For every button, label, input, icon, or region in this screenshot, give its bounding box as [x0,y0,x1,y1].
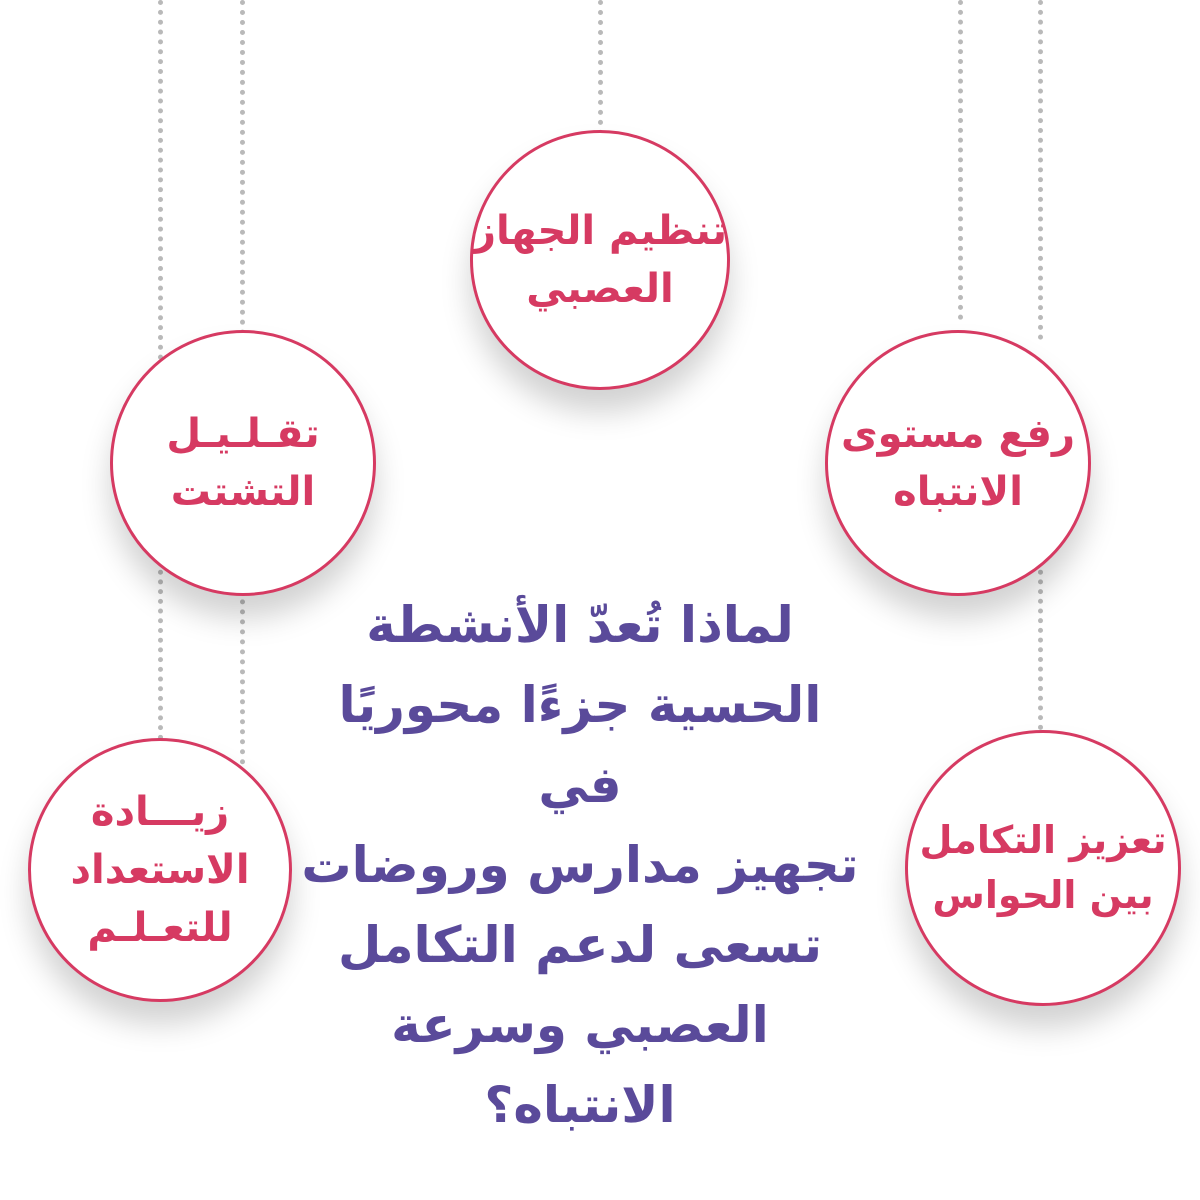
question-line: الحسية جزءًا محوريًا في [338,676,822,814]
bubble-sensory-integration [905,730,1181,1006]
bubble-raise-attention [825,330,1091,596]
bubble-line: تنظيم الجهاز [473,208,727,254]
bubble-learning-readiness [28,738,292,1002]
bubble-line: تعزيز التكامل [919,817,1167,862]
question-line: تسعى لدعم التكامل [337,916,823,974]
bubble-line: العصبي [526,266,674,312]
bubble-line: بين الحواس [932,873,1154,917]
central-question [300,585,860,1145]
bubble-line: تقـلـيـل [166,411,320,457]
hanging-string [158,0,163,360]
bubble-line: للتعـلـم [87,905,233,951]
question-line: تجهيز مدارس وروضات [301,836,859,894]
hanging-string [958,0,963,320]
bubble-reduce-distraction [110,330,376,596]
question-line: العصبي وسرعة الانتباه؟ [391,996,769,1134]
bubble-nervous-system [470,130,730,390]
question-line: لماذا تُعدّ الأنشطة [366,596,794,654]
hanging-string [1038,560,1043,730]
bubble-line: التشتت [170,469,316,515]
hanging-string [1038,0,1043,340]
bubble-line: زيـــادة [90,789,230,835]
bubble-line: الانتباه [893,469,1023,515]
bubble-line: رفع مستوى [841,411,1076,457]
hanging-string [158,560,163,740]
bubble-line: الاستعداد [70,847,250,893]
